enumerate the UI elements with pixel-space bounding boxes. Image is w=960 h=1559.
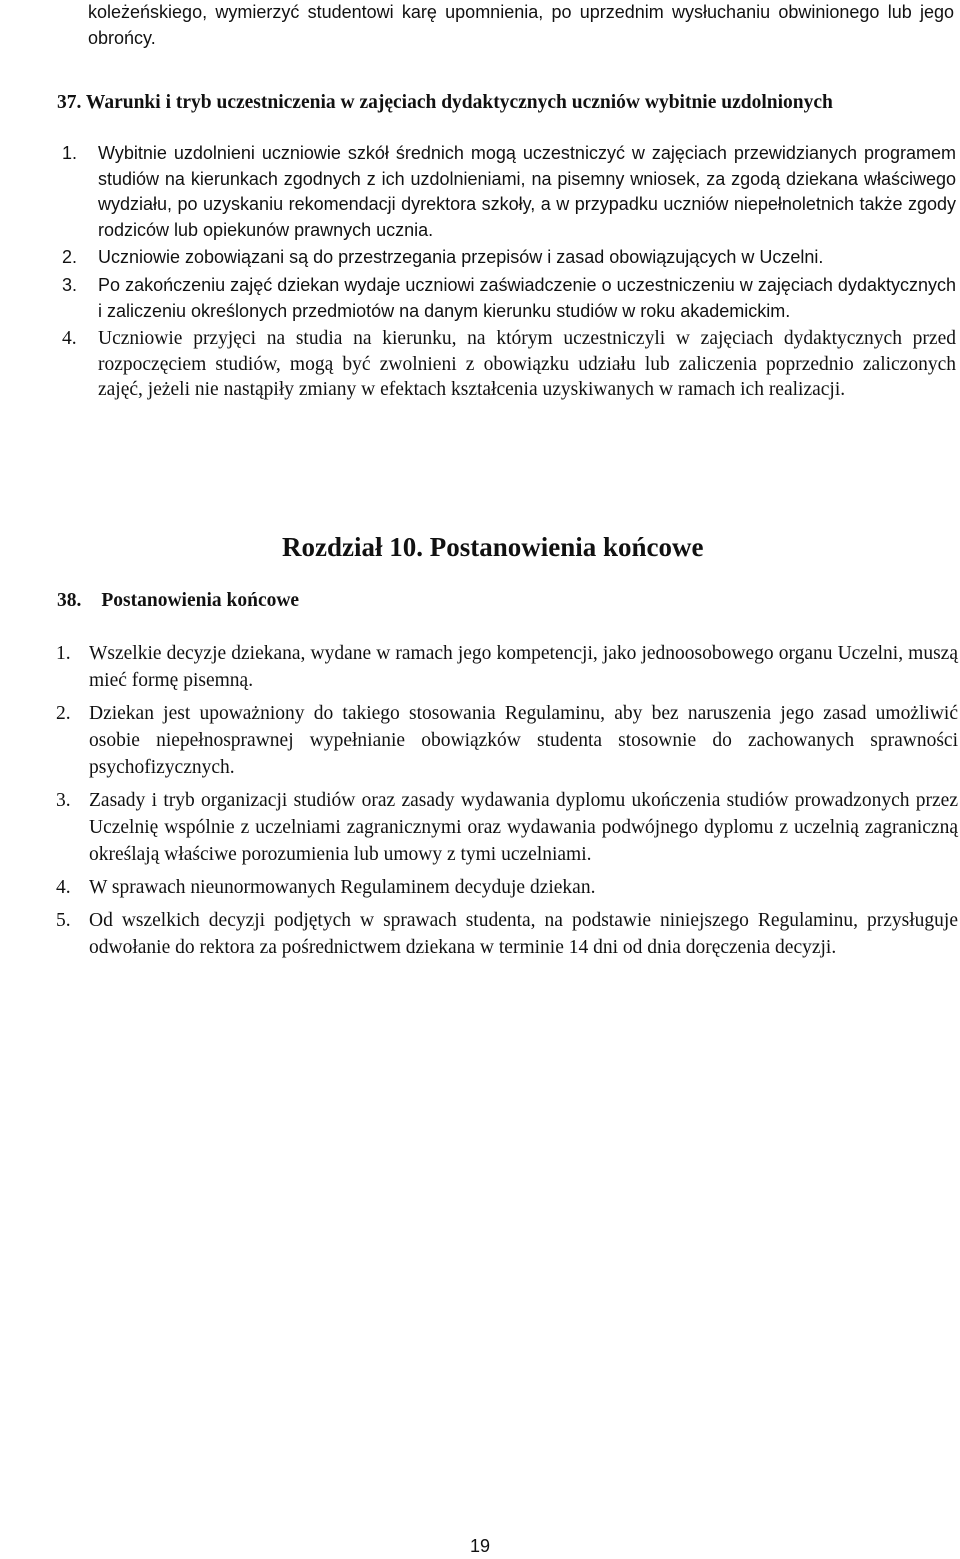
list-number: 4. (62, 328, 77, 350)
section-37-list (62, 141, 956, 405)
continuation-paragraph (88, 0, 954, 51)
chapter-heading: Rozdział 10. Postanowienia końcowe (282, 532, 704, 562)
section-37-title: Warunki i tryb uczestniczenia w zajęciach dydaktycznych uczniów wybitnie uzdolnionych (85, 92, 833, 113)
list-item-text: W sprawach nieunormowanych Regulaminem decyduje dziekan. (89, 877, 596, 898)
list-number: 3. (56, 790, 71, 811)
continuation-text: koleżeńskiego, wymierzyć studentowi karę upomnienia, po uprzednim wysłuchaniu obwinionego lub jego obrońcy. (88, 2, 954, 48)
list-item-text: Zasady i tryb organizacji studiów oraz zasady wydawania dyplomu ukończenia studiów prowadzonych przez Uczelnię wspólnie z uczelniami zagranicznymi oraz wydawania podwójnego dyplomu z uczelnią zagraniczną określają właściwe porozumienia lub umowy z tymi uczelniami. (89, 790, 958, 865)
section-38-item-2 (56, 700, 958, 781)
section-37-item-2 (62, 245, 956, 271)
page-number: 19 (469, 1536, 491, 1556)
section-37-number: 37. (57, 92, 82, 113)
list-item-text: Wybitnie uzdolnieni uczniowie szkół średnich mogą uczestniczyć w zajęciach przewidzianych programem studiów na kierunkach zgodnych z ich uzdolnieniami, na pisemny wniosek, za zgodą dziekana właściwego wydziału, po uzyskaniu rekomendacji dyrektora szkoły, a w przypadku uczniów niepełnoletnich także zgody rodziców lub opiekunów prawnych ucznia. (98, 143, 956, 240)
list-number: 5. (56, 910, 71, 931)
list-number: 1. (62, 143, 78, 163)
section-37-heading (57, 90, 957, 116)
section-37-item-4 (62, 326, 956, 403)
list-number: 1. (56, 643, 71, 664)
section-38-item-4 (56, 874, 958, 901)
section-38-title: Postanowienia końcowe (101, 590, 300, 611)
list-item-text: Uczniowie przyjęci na studia na kierunku, na którym uczestniczyli w zajęciach dydaktycznych przed rozpoczęciem studiów, mogą być zwolnieni z obowiązku udziału lub zaliczenia poprzednio zaliczonych zajęć, jeżeli nie nastąpiły zmiany w efektach kształcenia uzyskiwanych w ramach ich realizacji. (98, 328, 956, 401)
section-38-number: 38. (57, 590, 82, 611)
list-number: 3. (62, 274, 78, 295)
list-item-text: Uczniowie zobowiązani są do przestrzegania przepisów i zasad obowiązujących w Uczelni. (98, 247, 824, 268)
list-number: 2. (62, 247, 78, 268)
section-38-list (56, 640, 958, 967)
list-item-text: Wszelkie decyzje dziekana, wydane w ramach jego kompetencji, jako jednoosobowego organu Uczelni, muszą mieć formę pisemną. (89, 643, 958, 691)
list-item-text: Po zakończeniu zajęć dziekan wydaje uczniowi zaświadczenie o uczestniczeniu w zajęciach dydaktycznych i zaliczeniu określonych przedmiotów na danym kierunku studiów w roku akademickim. (98, 274, 956, 321)
section-38-item-5 (56, 907, 958, 961)
section-38-heading (57, 588, 299, 614)
list-number: 2. (56, 703, 71, 724)
list-number: 4. (56, 877, 71, 898)
section-38-item-1 (56, 640, 958, 694)
list-item-text: Dziekan jest upoważniony do takiego stosowania Regulaminu, aby bez naruszenia jego zasad umożliwić osobie niepełnosprawnej wypełnianie obowiązków studenta stosownie do zachowanych sprawności psychofizycznych. (89, 703, 958, 778)
section-38-item-3 (56, 787, 958, 868)
section-37-item-3 (62, 273, 956, 324)
list-item-text: Od wszelkich decyzji podjętych w sprawach studenta, na podstawie niniejszego Regulaminu, przysługuje odwołanie do rektora za pośrednictwem dziekana w terminie 14 dni od dnia doręczenia decyzji. (89, 910, 958, 958)
section-37-item-1 (62, 141, 956, 243)
